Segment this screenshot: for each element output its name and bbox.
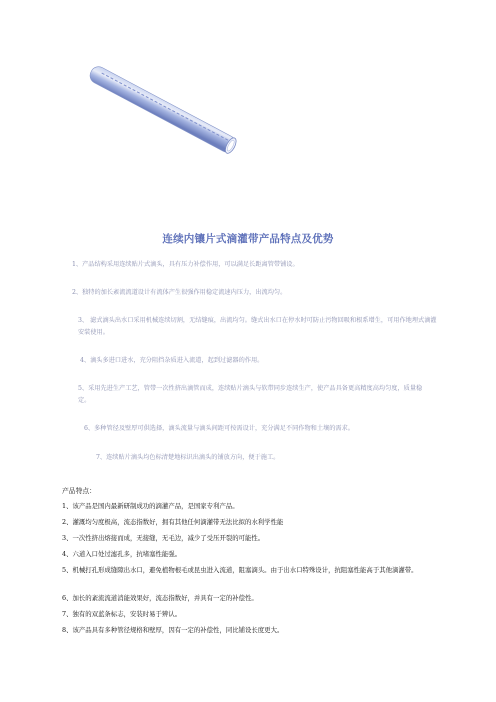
- feature-item-3: 3、一次性挤出熔接而成，无接缝，无毛边，减少了受压开裂的可能性。: [62, 534, 265, 542]
- feature-item-8: 8、该产品具有多种管径规格和壁厚，因有一定的补偿性，同比铺设长度更大。: [62, 626, 284, 634]
- intro-item-6: 6、多种管径及壁厚可供选择，滴头流量与滴头间距可按需设计，充分满足不同作物和土壤的需求。: [84, 425, 354, 432]
- intro-item-2: 2、独特的加长紊流流道设计有流体产生很强作用稳定流速内压力，出流均匀。: [72, 289, 287, 296]
- intro-item-1: 1、产品结构采用连续贴片式滴头，具有压力补偿作用，可以满足长距离管带铺设。: [72, 261, 299, 268]
- intro-item-3: 3、 滤式滴头出水口采用机械连续切割，无结缝痕，出流均匀。缝式出水口在停水时可防止污物回吸和根系增生，可用作地埋式滴灌安装使用。: [78, 317, 437, 336]
- page-title: 连续内镶片式滴灌带产品特点及优势: [162, 233, 334, 245]
- feature-item-2: 2、灌溉均匀度极高，流态指数好，拥有其他任何滴灌带无法比拟的水利学性能: [62, 518, 284, 526]
- drip-tape-tube-image: [88, 64, 238, 154]
- feature-item-5: 5、机械打孔形成缝隙出水口，避免植物根毛或昆虫进入流道，阻塞滴头。由于出水口特殊设计，抗阻塞性能高于其他滴灌带。: [62, 566, 418, 574]
- feature-item-6: 6、加长的紊流流道消能效果好，流态指数好，并具有一定的补偿性。: [62, 594, 258, 602]
- intro-item-5: 5、采用先进生产工艺，管带一次性挤出滴管而成，连续贴片滴头与软带同步连续生产，使产品具备更高精度高均匀度，质量稳定。: [78, 385, 423, 404]
- feature-item-1: 1、该产品是国内最新研制成功的滴灌产品，是国家专利产品。: [62, 502, 239, 510]
- intro-item-7: 7、连续贴片滴头均色标清楚地标识出滴头的铺放方向，便于施工。: [96, 454, 280, 461]
- feature-item-4: 4、六道入口处过滤孔多，抗堵塞性能强。: [62, 550, 182, 558]
- intro-item-4: 4、滴头多进口进水，充分阻挡杂质进入流道，起到过滤器的作用。: [80, 357, 264, 364]
- features-heading: 产品特点：: [62, 487, 96, 495]
- feature-item-7: 7、独有的双蓝条标志，安装时易于辨认。: [62, 610, 182, 618]
